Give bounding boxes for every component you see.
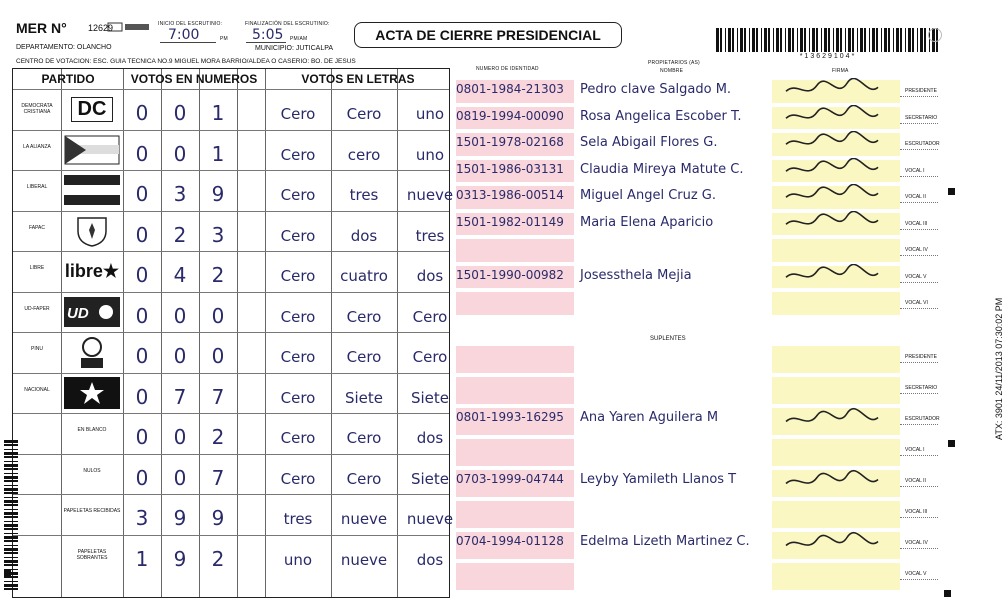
vote-digit: 1 [211,101,225,125]
vote-digit: 0 [173,344,187,368]
member-role: VOCAL V [905,571,927,577]
id-field [456,239,574,262]
libre-logo-icon: libre★ [64,260,120,281]
timestamp-stamp: ATX: 3901 24/11/2013 07:30:02 PM [994,297,1004,440]
vote-digit: 0 [135,425,149,449]
member-name: Josessthela Mejia [580,267,692,283]
member-name: Claudia Mireya Matute C. [580,161,744,177]
signature-field [772,377,900,404]
vote-word: cuatro [340,267,388,285]
registration-mark [948,188,955,195]
member-id: 1501-1982-01149 [456,214,564,229]
table-row-divider [13,454,449,455]
party-label: EN BLANCO [77,427,107,433]
vote-digit: 2 [173,222,187,247]
vote-digit: 7 [173,384,187,409]
vote-word: uno [415,105,445,123]
vote-word: Siete [410,469,450,488]
table-row-divider [13,170,449,171]
vote-word: nueve [406,186,454,204]
member-id: 0313-1986-00514 [456,188,564,202]
signature-scribble-icon [782,184,882,211]
id-field [456,346,574,373]
id-field [456,292,574,315]
vote-digit: 9 [211,506,225,530]
vote-digit: 0 [135,263,149,287]
signature-field [772,346,900,373]
role-line [900,393,938,394]
member-role: PRESIDENTE [905,88,937,94]
party-label: PINU [31,346,43,352]
registration-mark [948,440,955,447]
table-row-divider [13,211,449,212]
vote-word: uno [415,145,445,164]
member-name: Ana Yaren Aguilera M [580,410,719,425]
vote-digit: 0 [173,425,187,449]
start-underline [160,42,216,43]
table-row-divider [13,251,449,252]
vote-word: uno [283,550,313,569]
party-label: FAPAC [28,224,46,231]
signature-scribble-icon [782,468,882,499]
role-line [900,202,938,203]
role-line [900,455,938,456]
member-role: VOCAL IV [905,540,928,546]
vote-word: Cero [280,186,316,204]
vote-digit: 0 [211,303,225,328]
vote-word: Cero [412,307,448,326]
side-barcode-icon [0,440,30,590]
vote-word: tres [415,226,445,245]
id-column-label: NUMERO DE IDENTIDAD [476,66,539,72]
role-line [900,282,938,283]
vote-digit: 0 [211,344,225,368]
role-line [900,96,938,97]
member-role: ESCRUTADOR [905,416,940,422]
dc-logo-icon: DC [71,97,114,122]
vote-digit: 1 [211,141,225,166]
table-row-divider [13,413,449,414]
role-line [900,548,938,549]
member-role: SECRETARIO [905,114,938,121]
member-role: VOCAL I [905,447,925,453]
vote-word: cero [347,145,381,164]
vote-word: Cero [412,348,448,366]
signature-field [772,563,900,590]
party-label: NULOS [83,467,101,474]
table-column-divider [123,69,124,597]
id-field [456,439,574,466]
party-label: UD-FAPER [24,305,50,312]
member-name: Leyby Yamileth Llanos T [580,472,737,487]
table-column-divider [161,69,162,597]
start-label: INICIO DEL ESCRUTINIO: [158,21,223,27]
vote-digit: 3 [211,222,225,247]
role-line [900,579,938,580]
table-row-divider [13,535,449,536]
vote-digit: 2 [211,546,225,571]
vote-digit: 7 [211,465,225,490]
party-logo [63,254,121,288]
role-line [900,176,938,177]
signature-scribble-icon [782,530,882,561]
vote-word: nueve [340,550,388,569]
end-underline [246,42,286,43]
vote-digit: 0 [173,303,187,328]
role-line [900,308,938,309]
signature-field [772,439,900,466]
vote-word: Cero [280,267,316,285]
vote-digit: 0 [135,141,149,166]
vote-word: tres [349,186,379,204]
vote-digit: 9 [211,182,225,206]
signature-scribble-icon [782,158,882,185]
party-label: PAPELETAS RECIBIDAS [63,508,121,514]
vote-digit: 0 [135,344,149,368]
party-logo [63,173,121,207]
vote-digit: 0 [135,465,149,490]
owners-label: PROPIETARIOS (AS) [648,60,700,66]
vote-digit: 0 [173,101,187,125]
signature-scribble-icon [782,78,882,105]
id-field [456,563,574,590]
vote-word: dos [416,267,444,285]
vote-word: tres [283,510,313,528]
table-row-divider [13,494,449,495]
vote-digit: 2 [211,263,225,287]
vote-word: Cero [280,348,316,366]
id-field [456,377,574,404]
vote-word: dos [350,226,378,245]
party-logo [63,214,121,248]
member-id: 0704-1994-01128 [456,534,564,548]
voting-center: CENTRO DE VOTACION: ESC. GUIA TECNICA NO.9 MIGUEL MORA BARRIO/ALDEA O CASERIO: BO. DE JESUS [16,58,356,65]
member-id: 0703-1999-04744 [456,472,564,486]
member-id: 0819-1994-00090 [456,108,564,123]
role-line [900,486,938,487]
party-logo [63,295,121,329]
end-ampm: PM/AM [290,36,308,42]
member-role: PRESIDENTE [905,354,937,360]
party-logo [63,335,121,369]
signature-scribble-icon [782,406,882,437]
member-role: VOCAL III [905,220,928,227]
signature-field [772,239,900,262]
vote-word: Cero [346,105,382,123]
vote-digit: 0 [173,465,187,490]
signature-scribble-icon [782,105,882,132]
vote-word: Cero [280,469,316,488]
member-name: Sela Abigail Flores G. [580,135,718,150]
end-label: FINALIZACIÓN DEL ESCRUTINIO: [245,21,330,27]
flag-stripes-icon [64,175,120,205]
header-votes-letters: VOTOS EN LETRAS [301,72,415,86]
vote-digit: 7 [211,384,225,409]
page-title: ACTA DE CIERRE PRESIDENCIAL [354,22,622,48]
member-role: VOCAL II [905,194,926,200]
flag-icon [64,135,120,165]
member-name: Pedro clave Salgado M. [580,82,732,97]
vote-word: dos [416,550,444,569]
party-label: LIBERAL [26,184,48,190]
vote-word: Cero [280,307,316,326]
vote-word: Cero [280,105,316,123]
department: DEPARTAMENTO: OLANCHO [16,44,112,51]
vote-digit: 0 [135,182,149,206]
member-role: SECRETARIO [905,385,938,391]
votes-table [12,68,454,598]
member-id: 1501-1978-02168 [456,135,564,149]
table-row-divider [13,89,449,90]
suplentes-label: SUPLENTES [650,336,686,342]
member-role: VOCAL I [905,167,925,174]
id-field [456,501,574,528]
vote-digit: 0 [135,303,149,328]
signature-field [772,292,900,315]
municipality: MUNICIPIO: JUTICALPA [255,45,334,52]
role-line [900,517,938,518]
vote-word: Cero [280,145,316,164]
shield-icon [75,215,109,247]
vote-word: Cero [346,348,382,366]
vote-digit: 9 [173,546,187,571]
member-role: ESCRUTADOR [905,141,940,147]
vote-digit: 0 [135,101,149,125]
table-row-divider [13,332,449,333]
vote-word: Cero [346,429,382,447]
vote-digit: 9 [173,506,187,530]
vote-word: Cero [280,226,316,245]
table-column-divider [237,69,238,597]
barcode-icon [716,28,940,52]
member-id: 1501-1990-00982 [456,267,564,282]
member-id: 0801-1993-16295 [456,410,564,424]
table-row-divider [13,130,449,131]
vote-word: Cero [346,469,382,488]
start-time: 7:00 [168,27,200,43]
party-label: NACIONAL [24,386,50,393]
role-line [900,149,938,150]
member-name: Rosa Angelica Escober T. [580,108,742,124]
header-party: PARTIDO [41,72,95,86]
ud-sun-logo-icon [64,297,120,327]
party-label: LA ALIANZA [23,143,51,150]
mer-number: 12629 [88,23,114,33]
role-line [900,362,938,363]
member-role: VOCAL V [905,273,927,280]
table-column-divider [61,69,62,597]
vote-word: Siete [344,388,384,407]
institution-logo-icon [107,20,151,34]
party-label: DEMOCRATA CRISTIANA [21,103,53,115]
signature-scribble-icon [782,211,882,238]
signature-scribble-icon [782,131,882,158]
party-label: PAPELETAS SOBRANTES [76,548,108,561]
party-logo [63,133,121,167]
name-column-label: NOMBRE [660,68,684,74]
vote-digit: 0 [135,384,149,409]
party-label: LIBRE [29,265,45,271]
signature-field [772,501,900,528]
svg-text:UD: UD [67,304,89,322]
corner-mark [928,28,942,42]
vote-digit: 2 [211,425,225,449]
start-ampm: PM [220,36,228,42]
member-name: Maria Elena Aparicio [580,214,714,230]
table-row-divider [13,292,449,293]
vote-word: Cero [280,429,316,447]
signature-scribble-icon [782,264,882,291]
signature-column-label: FIRMA [832,68,849,74]
vote-word: Cero [280,388,316,407]
vote-word: Cero [346,307,382,326]
mer-label: MER N° [16,20,67,36]
member-id: 1501-1986-03131 [456,161,564,176]
member-id: 0801-1984-21303 [456,82,564,96]
barcode-number: *13629104* [799,53,857,60]
star-icon [64,377,120,409]
vote-word: nueve [340,510,388,528]
role-line [900,255,938,256]
vote-digit: 0 [135,222,149,247]
member-role: VOCAL II [905,478,926,484]
member-role: VOCAL VI [905,300,928,306]
role-line [900,229,938,230]
role-line [900,123,938,124]
member-name: Miguel Angel Cruz G. [580,188,717,203]
pinu-logo-icon [75,335,109,369]
registration-mark [944,590,951,597]
vote-word: nueve [406,510,454,528]
registration-mark [4,570,11,577]
party-logo [63,376,121,410]
vote-digit: 3 [173,182,187,206]
end-time: 5:05 [252,27,284,43]
vote-word: dos [416,429,444,447]
member-name: Edelma Lizeth Martinez C. [580,534,750,549]
table-column-divider [199,69,200,597]
vote-digit: 1 [135,546,149,571]
vote-word: Siete [410,388,450,407]
header-votes-numbers: VOTOS EN NUMEROS [130,72,258,86]
member-role: VOCAL III [905,509,928,515]
role-line [900,424,938,425]
party-logo [63,92,121,126]
vote-digit: 3 [135,506,149,530]
vote-digit: 0 [173,141,187,166]
table-row-divider [13,373,449,374]
member-role: VOCAL IV [905,247,928,253]
vote-digit: 4 [173,263,187,287]
